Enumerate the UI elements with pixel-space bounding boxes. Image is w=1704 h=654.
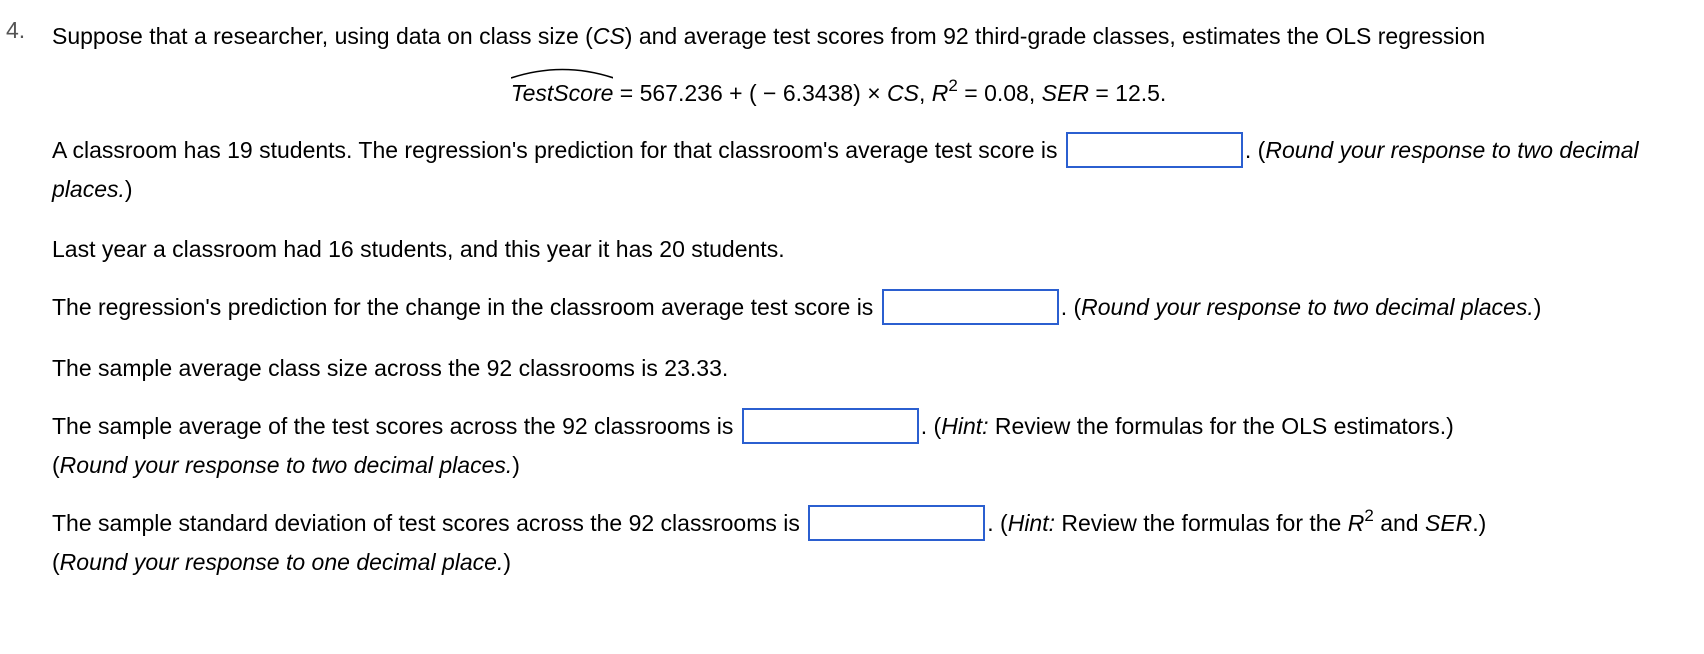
part3-text: The regression's prediction for the change in the classroom average test score is [52, 293, 880, 320]
part6-hint-r: R [1347, 509, 1365, 536]
part5-round-close: ) [512, 451, 520, 478]
part6-round-hint: Round your response to one decimal place. [59, 548, 504, 575]
test-score-hat [511, 73, 614, 113]
intro-text-2: ) and average test scores from 92 third-grade classes, estimates the OLS regression [624, 23, 1486, 49]
part1-text: A classroom has 19 students. The regression's prediction for that classroom's average test score is [52, 137, 1064, 163]
part6-after: . ( [987, 509, 1008, 536]
part1-round-hint: Round your response to two decimal places. [52, 137, 1639, 202]
part-class-change-statement: Last year a classroom had 16 students, and this year it has 20 students. [52, 235, 785, 262]
part-sample-average-score [52, 407, 1702, 484]
question-intro [52, 17, 1702, 55]
part5-text: The sample average of the test scores across the 92 classrooms is [52, 412, 740, 439]
part5-after: . ( [920, 412, 942, 439]
equation-comma: , [919, 80, 932, 106]
part-sample-std-dev [52, 504, 1702, 581]
equation-r-exponent: 2 [948, 76, 958, 95]
part3-round-hint: Round your response to two decimal places. [1081, 293, 1534, 320]
part-predicted-change [52, 288, 1702, 327]
intro-cs: CS [592, 23, 625, 49]
part6-hint-text-1: Review the formulas for the [1055, 509, 1348, 536]
part5-round-hint: Round your response to two decimal places. [59, 451, 513, 478]
equation-ser: SER [1041, 80, 1089, 106]
regression-equation [52, 73, 1625, 113]
part6-hint-r-exponent: 2 [1364, 505, 1374, 525]
part5-hint-text: Review the formulas for the OLS estimators.) [988, 412, 1454, 439]
part3-close: ) [1533, 293, 1542, 320]
equation-cs: CS [887, 80, 919, 106]
part6-hint-ser: SER [1424, 509, 1473, 536]
part-predicted-score [52, 131, 1702, 208]
part6-hint-label: Hint: [1007, 509, 1055, 536]
equation-lhs: TestScore [510, 80, 614, 106]
part1-after: . ( [1244, 137, 1266, 163]
question-number: 4. [6, 17, 26, 43]
intro-text-1: Suppose that a researcher, using data on class size ( [52, 23, 593, 49]
part1-close: ) [124, 175, 133, 202]
part5-round-open: ( [52, 451, 60, 478]
part6-hint-text-2: and [1373, 509, 1425, 536]
question-body [52, 17, 1702, 581]
predicted-score-input[interactable] [1066, 132, 1243, 168]
sample-std-dev-input[interactable] [808, 505, 985, 541]
part6-text: The sample standard deviation of test scores across the 92 classrooms is [52, 509, 807, 536]
part6-round-open: ( [52, 548, 60, 575]
part6-hint-text-3: .) [1472, 509, 1487, 536]
equation-rhs: = 567.236 + ( − 6.3438) × [613, 80, 888, 106]
part6-round-close: ) [503, 548, 512, 575]
sample-average-input[interactable] [742, 408, 919, 444]
part5-hint-label: Hint: [941, 412, 989, 439]
part-avg-class-size-statement: The sample average class size across the 92 classrooms is 23.33. [52, 354, 729, 381]
equation-r-value: = 0.08, [957, 80, 1042, 106]
hat-accent-icon [511, 65, 614, 79]
predicted-change-input[interactable] [882, 289, 1059, 325]
equation-ser-value: = 12.5. [1088, 80, 1167, 106]
equation-r: R [931, 80, 949, 106]
part3-after: . ( [1060, 293, 1082, 320]
